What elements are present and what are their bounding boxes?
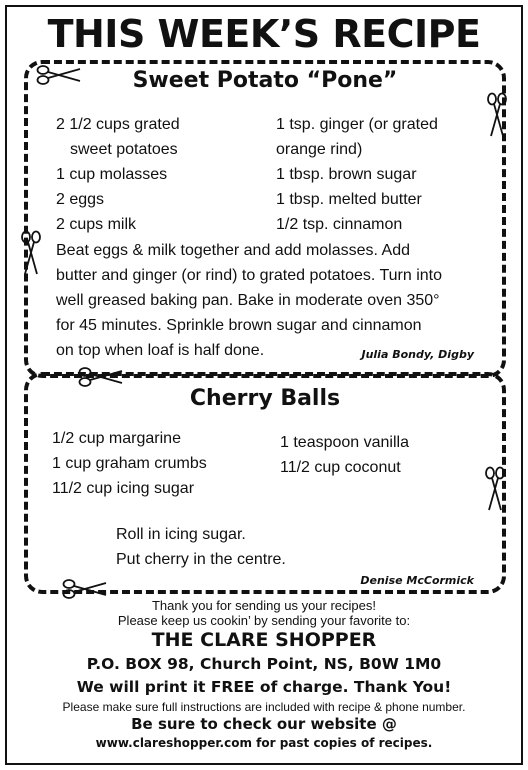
recipe-card-cherry-balls bbox=[24, 372, 506, 594]
publisher-name: THE CLARE SHOPPER bbox=[151, 629, 377, 651]
submission-note: Please make sure full instructions are included with recipe & phone number. bbox=[62, 700, 466, 714]
page-title: THIS WEEK’S RECIPE bbox=[47, 12, 481, 56]
instruction-line: well greased baking pan. Bake in moderate oven 350° bbox=[56, 292, 440, 309]
footer-thanks: Thank you for sending us your recipes! bbox=[151, 598, 376, 613]
recipe-author: Denise McCormick bbox=[360, 574, 474, 587]
instruction-line: butter and ginger (or rind) to grated potatoes. Turn into bbox=[56, 267, 443, 284]
website-link[interactable]: www.clareshopper.com for past copies of recipes. bbox=[95, 736, 433, 750]
instruction-line: Roll in icing sugar. bbox=[116, 526, 246, 543]
footer-invite: Please keep us cookin’ by sending your favorite to: bbox=[117, 613, 411, 628]
recipe-title: Cherry Balls bbox=[189, 386, 341, 411]
ingredients-right bbox=[276, 112, 438, 237]
ingredient-item: 2 cups milk bbox=[56, 216, 137, 233]
ingredient-item: 11/2 cup coconut bbox=[280, 459, 401, 476]
scissors-icon bbox=[62, 578, 108, 600]
recipe-instructions bbox=[116, 522, 286, 572]
ingredient-item: sweet potatoes bbox=[70, 141, 178, 158]
scissors-icon bbox=[486, 92, 508, 138]
ingredient-item: 1 tbsp. melted butter bbox=[276, 191, 422, 208]
free-print-note: We will print it FREE of charge. Thank You! bbox=[76, 678, 452, 696]
ingredient-item: 1 cup graham crumbs bbox=[52, 455, 207, 472]
ingredients-left bbox=[52, 426, 207, 501]
ingredient-item: 1 cup molasses bbox=[56, 166, 168, 183]
instruction-line: for 45 minutes. Sprinkle brown sugar and cinnamon bbox=[56, 317, 422, 334]
ingredient-item: 1/2 cup margarine bbox=[52, 430, 181, 447]
instruction-line: on top when loaf is half done. bbox=[56, 342, 265, 359]
instruction-line: Put cherry in the centre. bbox=[116, 551, 286, 568]
recipe-card-sweet-potato-pone bbox=[24, 60, 506, 378]
website-prompt: Be sure to check our website @ bbox=[131, 715, 397, 733]
mailing-address: P.O. BOX 98, Church Point, NS, B0W 1M0 bbox=[86, 655, 442, 673]
ingredients-right bbox=[280, 430, 409, 480]
ingredient-item: 1 tbsp. brown sugar bbox=[276, 166, 417, 183]
scissors-icon bbox=[20, 230, 42, 276]
ingredient-item: 1/2 tsp. cinnamon bbox=[276, 216, 403, 233]
ingredient-item: 1 teaspoon vanilla bbox=[280, 434, 409, 451]
ingredient-item: 1 tsp. ginger (or grated bbox=[276, 116, 438, 133]
recipe-author: Julia Bondy, Digby bbox=[361, 348, 474, 361]
ingredient-item: orange rind) bbox=[276, 141, 363, 158]
recipe-title: Sweet Potato “Pone” bbox=[132, 68, 398, 93]
ingredient-item: 2 1/2 cups grated bbox=[56, 116, 180, 133]
instruction-line: Beat eggs & milk together and add molasses. Add bbox=[56, 242, 410, 259]
scissors-icon bbox=[78, 366, 124, 388]
ingredient-item: 11/2 cup icing sugar bbox=[52, 480, 195, 497]
ingredient-item: 2 eggs bbox=[56, 191, 105, 208]
scissors-icon bbox=[484, 466, 506, 512]
ingredients-left bbox=[56, 112, 180, 237]
recipe-instructions bbox=[56, 238, 442, 363]
scissors-icon bbox=[36, 64, 82, 86]
